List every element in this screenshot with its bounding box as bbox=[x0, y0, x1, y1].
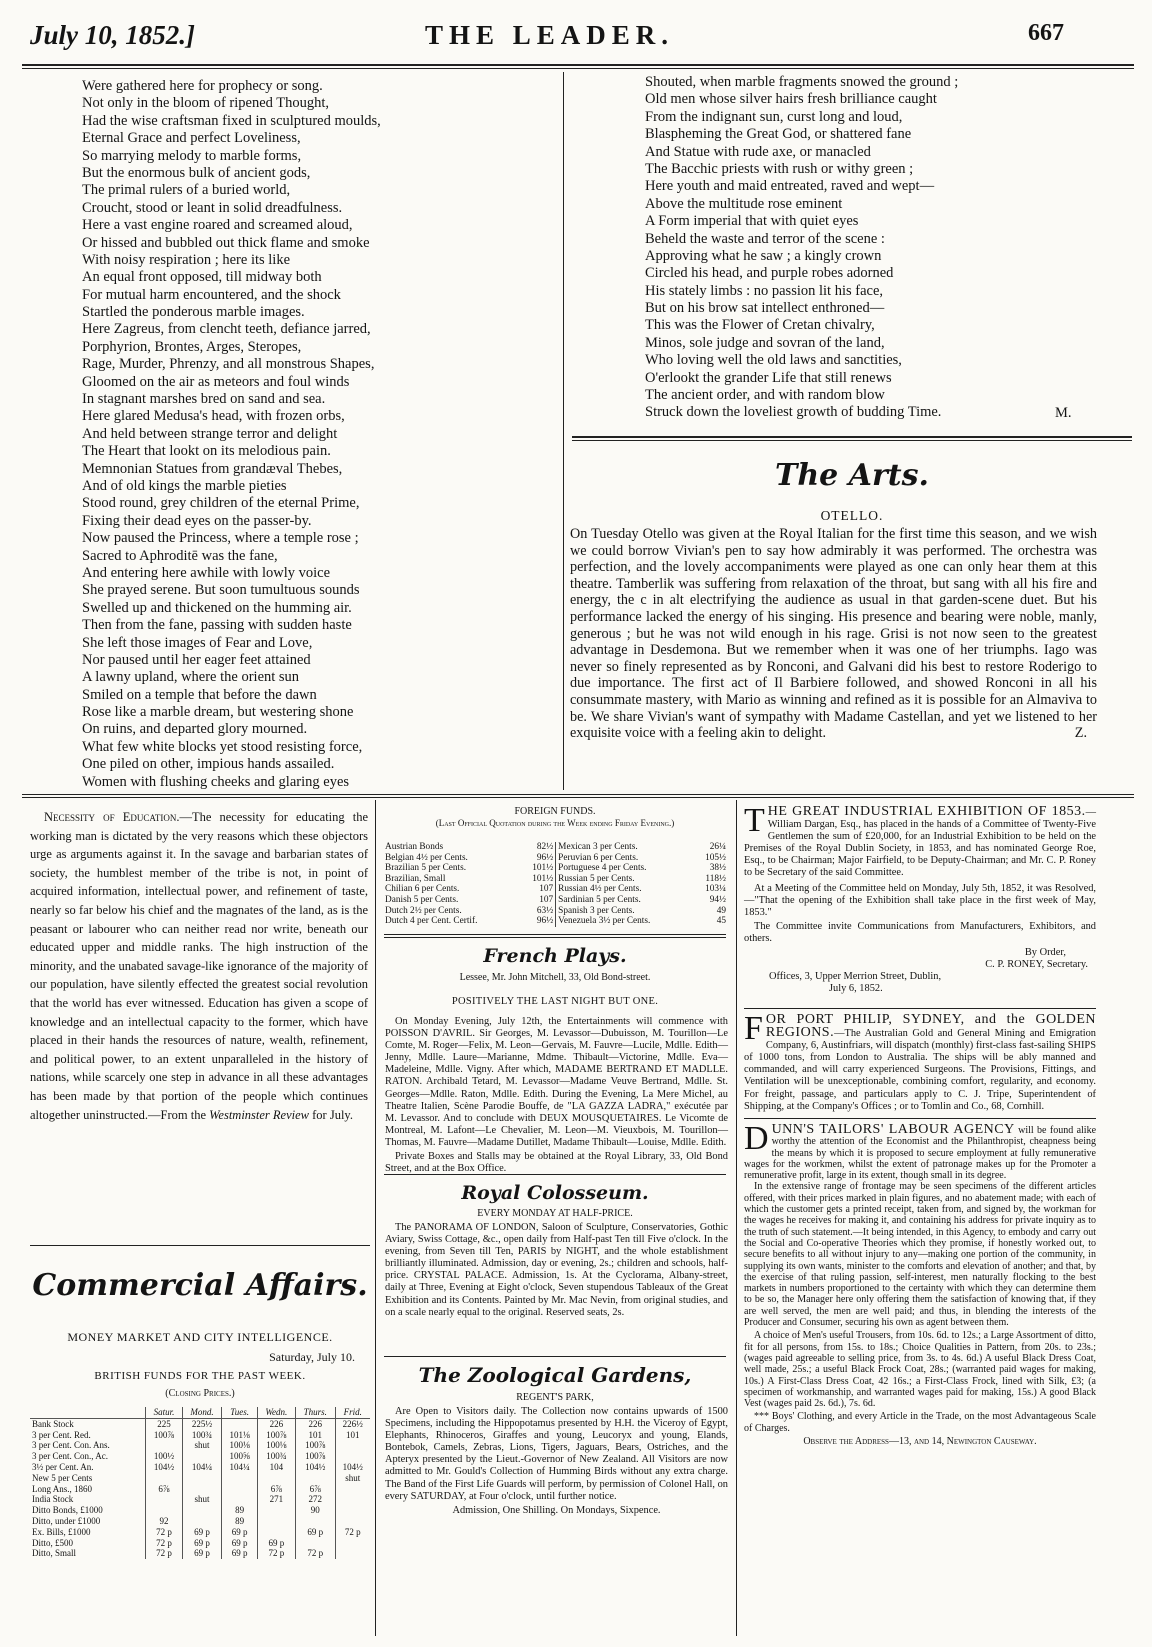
stock-price bbox=[146, 1473, 182, 1484]
poem-right-line: The ancient order, and with random blow bbox=[645, 387, 885, 404]
foreign-funds-table bbox=[383, 842, 728, 927]
dunn-body-2: In the extensive range of frontage may be seen specimens of the different articles offered, with their prices marked in plain figures, and no abatement made; with each of which the customer gets a printed receipt, taken from, and signed by, the workman for the wages he receives for making it, and containing his address for private inquiry as to the truth of such statement.—It being intended, in this Agency, to embody and carry out the Social and Co-operative Theories which they promise, if honestly worked out, to secure benefits to all without injury to any—making one portion of the community, in supplying its own wants, minister to the comforts and elevation of another; and that, by the exercise of that ruling passion, self-interest, men naturally flocking to the best markets in numbers proportioned to the certainty with which they can determine them to be so, the Manager here only offering them the satisfaction of knowing that, if they are well served, the men are well paid; and thus, in blending the interests of the Producer and Consumer, securing his own as agent between them. bbox=[744, 1181, 1096, 1329]
stock-price: shut bbox=[182, 1440, 222, 1451]
funds-note: (Closing Prices.) bbox=[165, 1388, 235, 1399]
fund-price: 107 bbox=[539, 884, 554, 895]
fund-price: 101½ bbox=[532, 863, 554, 874]
stock-price: 69 p bbox=[182, 1548, 222, 1559]
stock-name: 3 per Cent. Con., Ac. bbox=[32, 1451, 108, 1462]
french-plays-heading: French Plays. bbox=[483, 945, 627, 967]
zoo-text bbox=[385, 1406, 728, 1519]
exhibition-invite: The Committee invite Communications from Manufacturers, Exhibitors, and others. bbox=[744, 920, 1096, 944]
poem-left-line: Were gathered here for prophecy or song. bbox=[82, 78, 323, 94]
poem-left-line: Croucht, stood or leant in solid dreadfulness. bbox=[82, 199, 343, 216]
exhibition-secretary: C. P. RONEY, Secretary. bbox=[985, 959, 1088, 971]
poem-left-line: On ruins, and departed glory mourned. bbox=[82, 721, 308, 738]
fund-price: 101½ bbox=[532, 873, 554, 884]
port-philip-advert bbox=[744, 1010, 1096, 1113]
poem-left-line: Then from the fane, passing with sudden haste bbox=[82, 617, 352, 634]
stock-price: 6⅞ bbox=[295, 1484, 335, 1495]
poem-left-line: The primal rulers of a buried world, bbox=[82, 182, 291, 199]
stock-price: 104½ bbox=[295, 1462, 335, 1473]
column-header: Satur. bbox=[146, 1407, 182, 1418]
stock-price: 89 bbox=[222, 1505, 258, 1516]
port-philip-rule bbox=[744, 1008, 1096, 1009]
british-funds-row bbox=[30, 1440, 370, 1451]
poem-right-column bbox=[645, 74, 958, 422]
poem-left-line: Rage, Murder, Phrenzy, and all monstrous Shapes, bbox=[82, 356, 375, 373]
arts-signature: Z. bbox=[1074, 725, 1087, 742]
page-number: 667 bbox=[1028, 20, 1064, 46]
british-funds-row bbox=[30, 1505, 370, 1516]
poem-left-line: What few white blocks yet stood resisting force, bbox=[82, 738, 363, 755]
stock-price: 104¼ bbox=[182, 1462, 222, 1473]
stock-name: Ditto Bonds, £1000 bbox=[32, 1505, 103, 1516]
fund-price: 38½ bbox=[709, 863, 726, 874]
british-funds-row bbox=[30, 1430, 370, 1441]
stock-name: India Stock bbox=[32, 1494, 74, 1505]
poem-left-column bbox=[82, 78, 381, 791]
exhibition-dropcap: T bbox=[744, 802, 765, 839]
stock-price bbox=[222, 1484, 258, 1495]
fund-price: 94½ bbox=[709, 894, 726, 905]
poem-left-line: Now paused the Princess, where a temple rose ; bbox=[82, 530, 359, 547]
stock-price: 226 bbox=[257, 1418, 295, 1429]
stock-price: 104¼ bbox=[222, 1462, 258, 1473]
header-rule-thin bbox=[22, 68, 1134, 69]
fund-price: 63½ bbox=[536, 905, 554, 916]
poem-left-line: Smiled on a temple that before the dawn bbox=[82, 686, 317, 703]
british-funds-row bbox=[30, 1418, 370, 1429]
poem-right-line: Above the multitude rose eminent bbox=[645, 195, 843, 212]
stock-price: 271 bbox=[257, 1494, 295, 1505]
exhibition-body: —William Dargan, Esq., has placed in the hands of a Committee of Twenty-Five Gentlemen the sum of £20,000, for an Industrial Exhibition to be held on the Premises of the Royal Dublin Society, in 1853, and has nominated George Roe, Esq., to be Chairman; Major Fairfield, to be Deputy-Chairman; and Mr. C. P. Roney to be Secretary of the said Committee. bbox=[744, 807, 1096, 879]
stock-price bbox=[335, 1484, 370, 1495]
stock-price bbox=[182, 1473, 222, 1484]
stock-price: 89 bbox=[222, 1516, 258, 1527]
fund-name: Portuguese 4 per Cents. bbox=[556, 863, 693, 874]
stock-price: 100⅞ bbox=[295, 1440, 335, 1451]
stock-price: 104 bbox=[257, 1462, 295, 1473]
stock-price: 100¾ bbox=[182, 1430, 222, 1441]
stock-price: 101 bbox=[335, 1430, 370, 1441]
column-divider-bottom-1 bbox=[375, 800, 376, 1636]
poem-left-line: Here Zagreus, from clencht teeth, defiance jarred, bbox=[82, 321, 371, 338]
fund-name: Mexican 3 per Cents. bbox=[556, 842, 693, 853]
arts-heading: The Arts. bbox=[775, 458, 929, 493]
education-body: —The necessity for educating the working man is dictated by the very reasons which these objectors urge as arguments against it. In the savage and barbarian states of society, the humblest member of the tribe is not, in point of acquired information, intellectual power, and refinement of taste, nearly so far below his chief and the magnates of the land, as is the peasant or labourer who can neither read nor write, beneath our educated upper and middle ranks. The high instruction of the minority, and the unabated savage-like ignorance of the majority of our population, have silently effected the greatest social revolution that the world has ever witnessed. Education has given a scope of knowledge and an intellectual capacity to the former, which have placed in their hands the resources of nature, wealth, refinement, and political power, to an extent unparalleled in the history of nations, while scarcely one step in advance in all these advantages has been made by that portion of the people which continues altogether uninstructed.—From the bbox=[30, 810, 368, 1122]
poem-left-line: Had the wise craftsman fixed in sculptured moulds, bbox=[82, 112, 381, 129]
poem-right-line: And Statue with rude axe, or manacled bbox=[645, 143, 871, 160]
stock-price: shut bbox=[182, 1494, 222, 1505]
stock-price bbox=[182, 1516, 222, 1527]
poem-left-line: Stood round, grey children of the eternal Prime, bbox=[82, 495, 360, 512]
poem-left-line: Memnonian Statues from grandæval Thebes, bbox=[82, 460, 343, 477]
foreign-funds-row bbox=[383, 863, 728, 874]
column-header: Wedn. bbox=[257, 1407, 295, 1418]
fund-name: Spanish 3 per Cents. bbox=[556, 906, 693, 917]
poem-left-line: Women with flushing cheeks and glaring eyes bbox=[82, 773, 350, 790]
dunn-heading: UNN'S TAILORS' LABOUR AGENCY bbox=[771, 1122, 1015, 1137]
stock-name: Ex. Bills, £1000 bbox=[32, 1526, 91, 1537]
stock-name: 3 per Cent. Con. Ans. bbox=[32, 1440, 110, 1451]
stock-name: Ditto, £500 bbox=[32, 1537, 74, 1548]
mid-rule-2 bbox=[22, 797, 1134, 798]
fund-price: 118½ bbox=[705, 873, 726, 884]
foreign-funds-row bbox=[383, 884, 728, 895]
exhibition-meeting: At a Meeting of the Committee held on Monday, July 5th, 1852, it was Resolved,—"That the opening of the Exhibition shall take place in the first week of May, 1853." bbox=[744, 882, 1096, 918]
poem-left-line: In stagnant marshes bred on sand and sea. bbox=[82, 391, 326, 408]
funds-title: BRITISH FUNDS FOR THE PAST WEEK. bbox=[94, 1370, 306, 1382]
column-header bbox=[30, 1407, 146, 1418]
poem-left-line: But the enormous bulk of ancient gods, bbox=[82, 164, 311, 181]
fund-price: 105½ bbox=[705, 852, 726, 863]
stock-price bbox=[295, 1516, 335, 1527]
stock-price bbox=[295, 1473, 335, 1484]
stock-price: 72 p bbox=[257, 1548, 295, 1559]
french-plays-lessee: Lessee, Mr. John Mitchell, 33, Old Bond-street. bbox=[459, 972, 651, 983]
arts-review bbox=[570, 526, 1097, 742]
education-title: Necessity of Education. bbox=[44, 810, 180, 824]
fund-name: Peruvian 6 per Cents. bbox=[556, 853, 693, 864]
poem-right-line: O'erlookt the grander Life that still renews bbox=[645, 369, 892, 386]
column-header: Mond. bbox=[182, 1407, 222, 1418]
fund-price: 107 bbox=[539, 894, 554, 905]
stock-price: 6⅞ bbox=[146, 1484, 182, 1495]
poem-left-line: Nor paused until her eager feet attained bbox=[82, 651, 311, 668]
arts-review-body: On Tuesday Otello was given at the Royal Italian for the first time this season, and we wish we could borrow Vivian's pen to say how admirably it was performed. The orchestra was perfection, and the lovely accompaniments were played as one can only hear them at this theatre. Tamberlik was suffering from relaxation of the throat, but sang with all his fire and energy, the c in alt electrifying the audience as usual in that garden-scene duet. But his performance lacked the energy of his singing. His presence and bearing were noble, manly, generous ; but he was not wild enough in his rage. Grisi is not now seen to the greatest advantage in Desdemona. But we remember when it was one of her triumphs. Iago was never so finely represented as by Ronconi, and Galvani did his best to restore Roderigo to due importance. The first act of Il Barbiere followed, and showed Ronconi in all his consummate mastery, with Mario as winning and refined as it is possible for an Almaviva to be. We share Vivian's want of sympathy with Madame Castellan, and yet we listened to her exquisite voice with a feeling akin to delight. bbox=[570, 526, 1097, 742]
exhibition-by-order: By Order, bbox=[1024, 947, 1066, 959]
french-plays-boxes: Private Boxes and Stalls may be obtained at the Royal Library, 33, Old Bond Street, and at the Box Office. bbox=[385, 1151, 728, 1175]
stock-price: 69 p bbox=[222, 1538, 258, 1549]
stock-price: 100⅞ bbox=[257, 1430, 295, 1441]
stock-price: 100⅞ bbox=[146, 1430, 182, 1441]
fund-price: 96½ bbox=[536, 916, 554, 927]
poem-right-line: This was the Flower of Cretan chivalry, bbox=[645, 317, 875, 334]
foreign-funds-row bbox=[383, 916, 728, 927]
poem-right-line: Approving what he saw ; a kingly crown bbox=[645, 247, 882, 264]
stock-price bbox=[335, 1548, 370, 1559]
colosseum-sub: EVERY MONDAY AT HALF-PRICE. bbox=[477, 1208, 633, 1219]
stock-price: 6⅞ bbox=[257, 1484, 295, 1495]
stock-price: 69 p bbox=[182, 1538, 222, 1549]
poem-right-line: Minos, sole judge and sovran of the land, bbox=[645, 334, 885, 351]
dunn-body-3: A choice of Men's useful Trousers, from 10s. 6d. to 12s.; a Large Assortment of ditto, fit for all persons, from 15s. to 18s.; Choice Qualities in Pattern, from 20s. to 23s.; (wages paid agreeable to selling price, from 3s. to 4s. 6d.) A useful Black Dress Coat, well made, 25s.; a useful Black Frock Coat, 28s.; (warranted paid wages for making, 10s.) A First-Class Dress Coat, 42 16s.; a First-Class Frock, lined with Silk, £3; (a specimen of workmanship, and warranted wages paid for making, 15s.) A good Black Vest (wages paid 2s. 6d.), 7s. 6d. bbox=[744, 1330, 1096, 1410]
stock-name: Long Ans., 1860 bbox=[32, 1483, 93, 1494]
stock-name: Bank Stock bbox=[32, 1418, 74, 1429]
poem-left-line: Swelled up and thickened on the humming air. bbox=[82, 599, 352, 616]
poem-right-line: The Bacchic priests with rush or withy green ; bbox=[645, 160, 914, 177]
poem-left-line: Here a vast engine roared and screamed aloud, bbox=[82, 217, 353, 234]
foreign-funds-wrap bbox=[383, 842, 728, 927]
poem-left-line: Sacred to Aphroditē was the fane, bbox=[82, 547, 278, 564]
port-philip-body: —The Australian Gold and General Mining and Emigration Company, 6, Austinfriars, will dispatch (monthly) first-class fast-sailing SHIPS of 1000 tons, from London to Australia. The ships will be ably manned and commanded, and will carry experienced Surgeons. The Provisions, Fittings, and Ventilation will be unexceptionable, combining comfort, regularity, and economy. For freight, passage, and particulars apply to C. J. Tripe, Superintendent of Shipping, at the Company's Offices ; or to Tomlin and Co., 68, Cornhill. bbox=[744, 1028, 1096, 1112]
poem-left-line: Startled the ponderous marble images. bbox=[82, 304, 305, 321]
british-funds-row bbox=[30, 1527, 370, 1538]
stock-price: 69 p bbox=[222, 1548, 258, 1559]
stock-price: shut bbox=[335, 1473, 370, 1484]
poem-right-line: Circled his head, and purple robes adorned bbox=[645, 265, 894, 282]
stock-price bbox=[335, 1451, 370, 1462]
poem-right-line: Here youth and maid entreated, raved and wept— bbox=[645, 178, 935, 195]
stock-price bbox=[335, 1494, 370, 1505]
fund-price: 82½ bbox=[536, 842, 554, 852]
arts-rule-thin bbox=[572, 440, 1132, 441]
poem-left-line: So marrying melody to marble forms, bbox=[82, 147, 302, 164]
poem-left-line: A lawny upland, where the orient sun bbox=[82, 669, 300, 686]
poem-left-line: She prayed serene. But soon tumultuous sounds bbox=[82, 582, 360, 599]
stock-price: 226½ bbox=[335, 1418, 370, 1429]
fund-price: 96½ bbox=[536, 852, 554, 863]
poem-left-line: An equal front opposed, till midway both bbox=[82, 269, 322, 286]
poem-right-line: Beheld the waste and terror of the scene : bbox=[645, 230, 885, 247]
colosseum-text bbox=[385, 1222, 728, 1321]
stock-price: 69 p bbox=[295, 1527, 335, 1538]
stock-price bbox=[335, 1516, 370, 1527]
british-funds-table-wrap bbox=[30, 1407, 370, 1559]
poem-left-line: Gloomed on the air as meteors and foul winds bbox=[82, 373, 350, 390]
british-funds-table bbox=[30, 1407, 370, 1559]
stock-price bbox=[257, 1505, 295, 1516]
stock-name: 3½ per Cent. An. bbox=[32, 1461, 94, 1472]
fund-name: Sardinian 5 per Cents. bbox=[556, 895, 693, 906]
stock-name: Ditto, under £1000 bbox=[32, 1515, 101, 1526]
fund-name: Russian 4½ per Cents. bbox=[556, 884, 693, 895]
foreign-funds-row bbox=[383, 906, 728, 917]
french-plays-notice: POSITIVELY THE LAST NIGHT BUT ONE. bbox=[451, 996, 659, 1007]
stock-price bbox=[146, 1440, 182, 1451]
stock-price bbox=[335, 1538, 370, 1549]
british-funds-row bbox=[30, 1473, 370, 1484]
poem-right-line: Who loving well the old laws and sanctities, bbox=[645, 352, 902, 369]
stock-price bbox=[257, 1473, 295, 1484]
poem-left-line: Porphyrion, Brontes, Arges, Steropes, bbox=[82, 338, 302, 355]
stock-price: 72 p bbox=[146, 1548, 182, 1559]
mid-rule bbox=[22, 794, 1134, 795]
stock-price bbox=[222, 1418, 258, 1429]
stock-price: 90 bbox=[295, 1505, 335, 1516]
foreign-funds-row bbox=[383, 874, 728, 885]
exhibition-heading: HE GREAT INDUSTRIAL EXHIBITION OF 1853. bbox=[767, 804, 1086, 819]
stock-price: 72 p bbox=[295, 1548, 335, 1559]
stock-price: 72 p bbox=[335, 1527, 370, 1538]
french-plays-text bbox=[385, 1016, 728, 1177]
poem-right-line: But on his brow sat intellect enthroned— bbox=[645, 300, 885, 317]
stock-price: 100⅛ bbox=[257, 1440, 295, 1451]
fund-price: 103¼ bbox=[705, 884, 726, 895]
commercial-dateline: Saturday, July 10. bbox=[269, 1350, 355, 1364]
education-source: Westminster Review bbox=[209, 1107, 310, 1122]
colosseum-rule bbox=[384, 1174, 726, 1175]
port-philip-dropcap: F bbox=[744, 1010, 763, 1047]
zoo-sub: REGENT'S PARK, bbox=[516, 1392, 594, 1403]
stock-name: New 5 per Cents bbox=[32, 1472, 93, 1483]
dunn-address: Observe the Address—13, and 14, Newington Causeway. bbox=[803, 1436, 1037, 1448]
stock-price: 104½ bbox=[146, 1462, 182, 1473]
stock-price: 69 p bbox=[182, 1527, 222, 1538]
stock-price bbox=[146, 1505, 182, 1516]
fund-name: Dutch 2½ per Cents. bbox=[385, 905, 462, 916]
british-funds-row bbox=[30, 1538, 370, 1549]
foreign-funds-row bbox=[383, 895, 728, 906]
poem-left-line: Fixing their dead eyes on the passer-by. bbox=[82, 512, 312, 529]
british-funds-row bbox=[30, 1451, 370, 1462]
stock-price bbox=[295, 1538, 335, 1549]
stock-price: 225½ bbox=[182, 1418, 222, 1429]
stock-price: 101 bbox=[295, 1430, 335, 1441]
fund-name: Venezuela 3½ per Cents. bbox=[556, 916, 693, 927]
fund-price: 45 bbox=[716, 916, 726, 927]
stock-name: Ditto, Small bbox=[32, 1548, 77, 1559]
poem-left-line: The Heart that lookt on its melodious pain. bbox=[82, 443, 331, 460]
foreign-funds-title: FOREIGN FUNDS. bbox=[514, 806, 596, 817]
zoo-body: Are Open to Visitors daily. The Collection now contains upwards of 1500 Specimens, including the Hippopotamus presented by H.H. the Viceroy of Egypt, Elephants, Rhinoceros, Giraffes and young, Leucoryx and young, Elands, Bontebok, Camels, Zebras, Lions, Tigers, Jaguars, Bears, Ostriches, and the Apteryx presented by the Lieut.-Governor of New Zealand. All Visitors are now admitted to Mr. Gould's Collection of Humming Birds without any extra charge. The Band of the First Life Guards will perform, by permission of Colonel Hall, on every SATURDAY, at Four o'clock, until further notice. bbox=[385, 1406, 728, 1502]
fund-name: Belgian 4½ per Cents. bbox=[385, 852, 468, 863]
dunn-dropcap: D bbox=[744, 1120, 769, 1157]
commercial-subheading: MONEY MARKET AND CITY INTELLIGENCE. bbox=[67, 1330, 333, 1344]
exhibition-offices: Offices, 3, Upper Merrion Street, Dublin, bbox=[769, 971, 942, 983]
arts-rule bbox=[572, 436, 1132, 438]
stock-price: 100⅞ bbox=[295, 1451, 335, 1462]
column-header: Frid. bbox=[335, 1407, 370, 1418]
column-header: Thurs. bbox=[295, 1407, 335, 1418]
education-tail: for July. bbox=[312, 1107, 353, 1122]
column-header: Tues. bbox=[222, 1407, 258, 1418]
column-divider-bottom-2 bbox=[736, 800, 737, 1636]
stock-price bbox=[182, 1505, 222, 1516]
poem-right-line: Blaspheming the Great God, or shattered fane bbox=[645, 126, 912, 143]
poem-left-line: She left those images of Fear and Love, bbox=[82, 634, 313, 651]
stock-price: 92 bbox=[146, 1516, 182, 1527]
stock-price bbox=[257, 1516, 295, 1527]
dunn-rule bbox=[744, 1118, 1096, 1119]
fund-name: Russian 5 per Cents. bbox=[556, 874, 693, 885]
french-rule bbox=[384, 934, 726, 935]
foreign-funds-row bbox=[383, 842, 728, 853]
stock-price bbox=[222, 1494, 258, 1505]
stock-price: 100¾ bbox=[257, 1451, 295, 1462]
education-article bbox=[30, 808, 368, 1124]
fund-name: Chilian 6 per Cents. bbox=[385, 884, 460, 895]
poem-right-line: Old men whose silver hairs fresh brilliance caught bbox=[645, 91, 937, 108]
poem-left-line: And entering here awhile with lowly voice bbox=[82, 564, 331, 581]
stock-price: 100⅝ bbox=[222, 1451, 258, 1462]
zoo-heading: The Zoological Gardens, bbox=[418, 1363, 692, 1387]
poem-right-line: Struck down the loveliest growth of budding Time. bbox=[645, 404, 942, 421]
foreign-funds-row bbox=[383, 853, 728, 864]
fund-name: Austrian Bonds bbox=[385, 842, 444, 852]
stock-price: 226 bbox=[295, 1418, 335, 1429]
british-funds-row bbox=[30, 1484, 370, 1495]
poem-right-line: A Form imperial that with quiet eyes bbox=[645, 213, 859, 230]
fund-name: Dutch 4 per Cent. Certif. bbox=[385, 916, 478, 927]
fund-name: Danish 5 per Cents. bbox=[385, 894, 459, 905]
arts-subheading: OTELLO. bbox=[820, 508, 884, 523]
dunn-body-1: will be found alike worthy the attention of the Economist and the Philanthropist, cheapness being the means by which it is proposed to secure employment at fully remunerative wages for the workmen, whilst the extent of patronage makes up for the Promoter a remunerative profit, large in its extent, though small in its degree. bbox=[744, 1125, 1097, 1182]
stock-price: 272 bbox=[295, 1494, 335, 1505]
zoo-admission: Admission, One Shilling. On Mondays, Sixpence. bbox=[452, 1504, 661, 1516]
foreign-funds-note: (Last Official Quotation during the Week ending Friday Evening.) bbox=[435, 818, 675, 828]
fund-price: 26¼ bbox=[709, 842, 726, 852]
british-funds-row bbox=[30, 1516, 370, 1527]
poem-left-line: Rose like a marble dream, but westering shone bbox=[82, 704, 354, 721]
stock-price bbox=[182, 1484, 222, 1495]
stock-price: 72 p bbox=[146, 1538, 182, 1549]
british-funds-row bbox=[30, 1462, 370, 1473]
poem-left-line: Eternal Grace and perfect Loveliness, bbox=[82, 130, 301, 147]
colosseum-heading: Royal Colosseum. bbox=[461, 1182, 649, 1204]
page-header bbox=[0, 20, 1152, 60]
poem-right-line: His stately limbs : no passion lit his face, bbox=[645, 282, 884, 299]
issue-date: July 10, 1852.] bbox=[30, 20, 195, 50]
poem-right-line: Shouted, when marble fragments snowed the ground ; bbox=[645, 74, 959, 90]
stock-price: 100½ bbox=[146, 1451, 182, 1462]
stock-price bbox=[335, 1505, 370, 1516]
masthead-title: THE LEADER. bbox=[425, 20, 675, 50]
poem-left-line: And held between strange terror and delight bbox=[82, 425, 338, 442]
fund-price: 49 bbox=[716, 905, 726, 916]
british-funds-header bbox=[30, 1407, 370, 1418]
poem-left-line: With noisy respiration ; here its like bbox=[82, 251, 291, 268]
header-rule bbox=[22, 64, 1134, 66]
stock-price: 69 p bbox=[257, 1538, 295, 1549]
stock-price bbox=[146, 1494, 182, 1505]
poem-signature: M. bbox=[1055, 405, 1072, 421]
stock-price: 72 p bbox=[146, 1527, 182, 1538]
stock-price bbox=[257, 1527, 295, 1538]
stock-price bbox=[182, 1451, 222, 1462]
poem-left-line: And of old kings the marble pieties bbox=[82, 477, 287, 494]
french-rule-2 bbox=[384, 937, 726, 938]
stock-price: 104½ bbox=[335, 1462, 370, 1473]
port-philip-heading: OR PORT PHILIP, SYDNEY, and the GOLDEN REGIONS. bbox=[765, 1012, 1096, 1041]
poem-left-line: Not only in the bloom of ripened Thought, bbox=[82, 95, 330, 112]
poem-right-line: From the indignant sun, curst long and loud, bbox=[645, 108, 903, 125]
fund-name: Brazilian, Small bbox=[385, 873, 446, 884]
stock-name: 3 per Cent. Red. bbox=[32, 1429, 91, 1440]
column-divider-top bbox=[563, 72, 564, 790]
british-funds-row bbox=[30, 1494, 370, 1505]
dunn-boys: *** Boys' Clothing, and every Article in the Trade, on the most Advantageous Scale of Charges. bbox=[744, 1411, 1096, 1434]
stock-price bbox=[335, 1440, 370, 1451]
stock-price: 100⅛ bbox=[222, 1440, 258, 1451]
poem-left-line: One piled on other, impious hands assailed. bbox=[82, 756, 335, 773]
poem-left-line: Here glared Medusa's head, with frozen orbs, bbox=[82, 408, 345, 425]
dunn-advert bbox=[744, 1120, 1097, 1449]
poem-left-line: For mutual harm encountered, and the shock bbox=[82, 286, 341, 303]
commercial-rule bbox=[30, 1245, 370, 1246]
stock-price: 225 bbox=[146, 1418, 182, 1429]
stock-price: 69 p bbox=[222, 1527, 258, 1538]
british-funds-row bbox=[30, 1548, 370, 1559]
stock-price bbox=[222, 1473, 258, 1484]
poem-left-line: Or hissed and bubbled out thick flame and smoke bbox=[82, 234, 370, 251]
fund-name: Brazilian 5 per Cents. bbox=[385, 863, 467, 874]
zoo-rule bbox=[384, 1356, 726, 1357]
exhibition-advert bbox=[744, 802, 1096, 995]
colosseum-body: The PANORAMA OF LONDON, Saloon of Sculpture, Conservatories, Gothic Aviary, Swiss Cottage, &c., open daily from Half-past Ten till Five o'clock. In the evening, from Seven till Ten, PARIS by NIGHT, and the whole establishment brilliantly illuminated. Admission, day or evening, 2s.; children and schools, half-price. CRYSTAL PALACE. Admission, 1s. At the Cyclorama, Albany-street, daily at Three, Evening at Eight o'clock, Seven stupendous Tableaux of the Great Exhibition and its Contents. Painted by Mr. Mac Nevin, from original studies, and on a scale nearly equal to the original. Reserved seats, 2s. bbox=[385, 1222, 728, 1318]
stock-price: 101⅛ bbox=[222, 1430, 258, 1441]
french-plays-body: On Monday Evening, July 12th, the Entertainments will commence with POISSON D'AVRIL. Sir Georges, M. Levassor—Dubuisson, M. Tourillon—Le Comte, M. Roger—Felix, M. Leon—Gervais, M. Fauvre—Lucile, Mdlle. Edith—Jenny, Mdlle. Laure—Marianne, Mdme. Thibault—Victorine, Mdlle. Eva—Madeleine, Mdlle. Vigny. After which, MADAME BERTRAND ET MADLLE. RATON. Archibald Tetard, M. Levassor—Madame Veuve Bertrand, Mdlle. St. Georges—Mdlle. Raton, Mdlle. Edith. During the Evening, La Mere Michel, au Theatre Italien, Scène Parodie Bouffe, de "LA GAZZA LADRA," exécutée par M. Levassor. And to conclude with DEUX MOUSQUETAIRES. Le Vicomte de Montreal, M. Lafont—Le Chevalier, M. Leon—M. Vieuxbois, M. Tourillon—Thomas, M. Fauvre—Madame Dutillet, Madame Thibault—Louise, Mdlle. Edith. bbox=[385, 1016, 728, 1148]
exhibition-date: July 6, 1852. bbox=[829, 983, 883, 995]
commercial-heading: Commercial Affairs. bbox=[32, 1268, 368, 1303]
